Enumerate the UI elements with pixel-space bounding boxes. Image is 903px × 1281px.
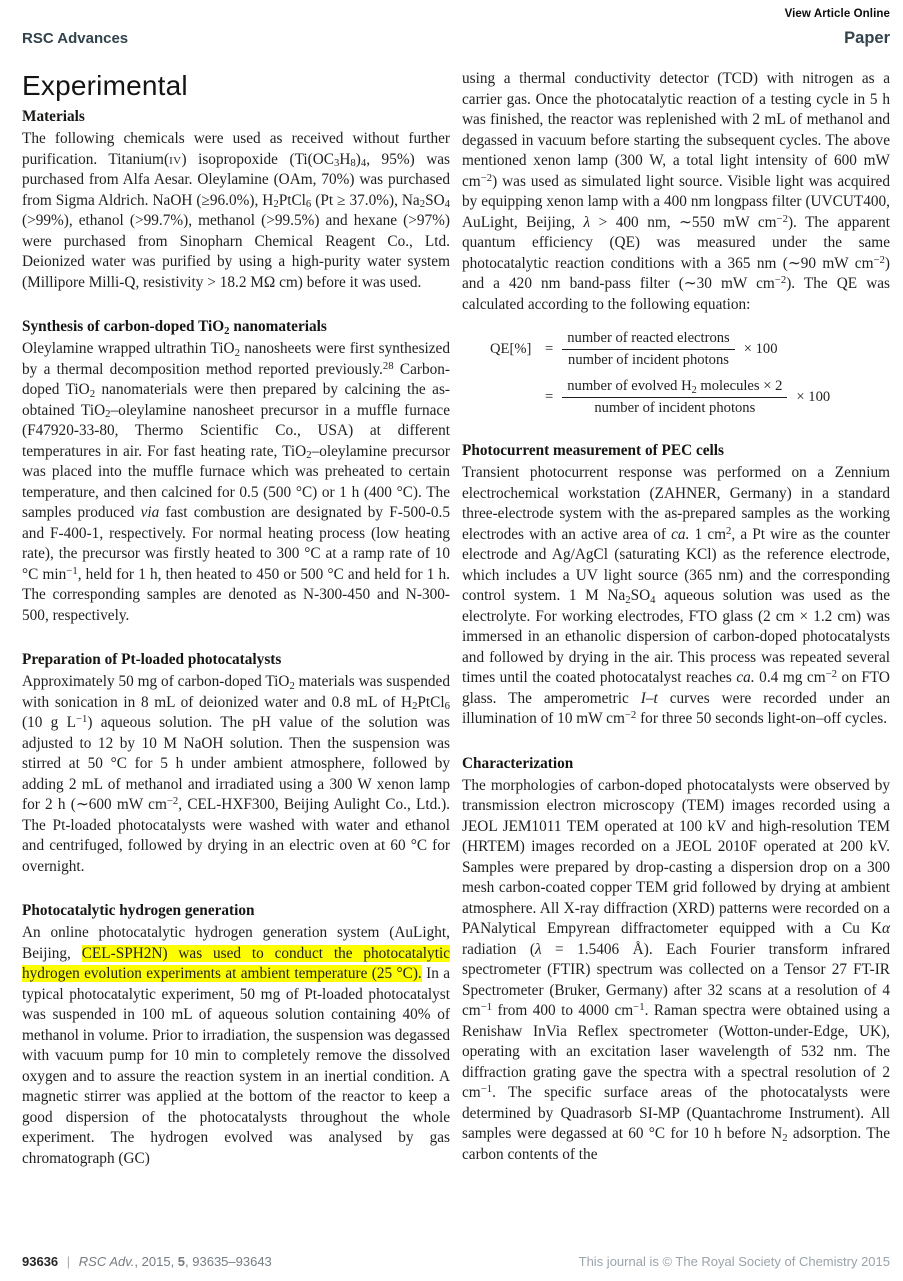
equals-sign: = bbox=[545, 341, 554, 357]
section-paragraph-characterization: The morphologies of carbon-doped photocatalysts were observed by transmission electron microscopy (TEM) images recorded using a JEOL JEM1011 TEM operated at 100 kV and high-resolution TEM (HRTEM) images recorded on a JEOL 2010F operated at 200 kV. Samples were prepared by drop-casting a dispersion drop on a 300 mesh carbon-coated copper TEM grid followed by drying at ambient atmosphere. All X-ray diffraction (XRD) patterns were recorded on a PANalytical Empyrean diffractometer equipped with a Cu Kα radiation (λ = 1.5406 Å). Each Fourier transform infrared spectrometer (FTIR) spectrum was collected on a Tensor 27 FT-IR Spectrometer (Bruker, Germany) after 32 scans at a resolution of 4 $cm^{-1}$ from 400 to 4000 $cm^{-1}$. Raman spectra were obtained using a Renishaw InVia Reflex spectrometer (Wotton-under-Edge, UK), operating with an excitation laser wavelength of 532 nm. The diffraction grating gave the spectra with a spectral resolution of 2 $cm^{-1}$. The specific surface areas of the photocatalysts were determined by Quadrasorb SI-MP (Quantachrome Instrument). All samples were degassed at 60 °C for 10 h before $N_2$ adsorption. The carbon contents of the bbox=[462, 776, 891, 1163]
view-article-online-link[interactable]: View Article Online bbox=[784, 8, 890, 20]
section-paragraph-photocurrent: Transient photocurrent response was performed on a Zennium electrochemical workstation (ZAHNER, Germany) in a standard three-electrode system with the as-prepared samples as the working electrodes with an active area of ca. 1 $cm^2$, a Pt wire as the counter electrode and Ag/AgCl (saturating KCl) as the reference electrode, which includes a UV light source (365 nm) and the corresponding control system. 1 M $Na_2SO_4$ aqueous solution was used as the electrolyte. For working electrodes, FTO glass (2 cm × 1.2 cm) was immersed in an ethanolic dispersion of carbon-doped photocatalysts and followed by drying in the air. This process was repeated several times until the coated photocatalyst reaches ca. 0.4 mg $cm^{-2}$ on FTO glass. The amperometric I–t curves were recorded under an illumination of 10 mW $cm^{-2}$ for three 50 seconds light-on–off cycles. bbox=[462, 464, 890, 727]
footer-separator: | bbox=[66, 1254, 71, 1269]
equals-sign: = bbox=[545, 389, 554, 405]
section-heading-photocurrent: Photocurrent measurement of PEC cells bbox=[462, 442, 724, 459]
footer-left bbox=[22, 1254, 272, 1269]
view-article-online-row bbox=[22, 8, 890, 20]
section-heading-materials: Materials bbox=[22, 108, 85, 125]
paragraph-continued: using a thermal conductivity detector (TCD) with nitrogen as a carrier gas. Once the photocatalytic reaction of a testing cycle in 5 h was finished, the reactor was replenished with 2 mL of methanol and degassed in vacuum before starting the subsequent cycles. The above mentioned xenon lamp (300 W, a total light intensity of 600 mW $cm^{-2}$) was used as simulated light source. Visible light was acquired by equipping xenon lamp with a 400 nm longpass filter (UVCUT400, AuLight, Beijing, λ > 400 nm, ∼550 mW $cm^{-2}$). The apparent quantum efficiency (QE) was measured under the same photocatalytic reaction conditions with a 365 nm (∼90 mW $cm^{-2}$) and a 420 nm band-pass filter (∼30 mW $cm^{-2}$). The QE was calculated according to the following equation: bbox=[462, 70, 891, 313]
right-column bbox=[462, 69, 890, 1169]
section-paragraph-preparation: Approximately 50 mg of carbon-doped TiO$_2$ materials was suspended with sonication in 8 mL of deionized water and 0.8 mL of $H_2PtCl_6$ (10 g $L^{-1}$) aqueous solution. The pH value of the solution was adjusted to 12 by 10 M NaOH solution. Then the suspension was stirred at 50 °C for 5 h under ambient atmosphere, followed by adding 2 mL of methanol and irradiated using a 300 W xenon lamp for 2 h (∼600 mW $cm^{-2}$, CEL-HXF300, Beijing Aulight Co., Ltd.). The Pt-loaded photocatalysts were washed with water and ethanol and centrifuged, followed by drying in an electric oven at 60 °C for overnight. bbox=[22, 673, 450, 875]
left-column bbox=[22, 69, 450, 1169]
page-footer bbox=[22, 1254, 890, 1269]
fraction bbox=[562, 330, 734, 369]
equation-row-2 bbox=[490, 378, 890, 417]
masthead bbox=[22, 29, 890, 48]
section-paragraph-materials: The following chemicals were used as received without further purification. Titanium(iv) isopropoxide ($Ti(OC_3H_8)_4$, 95%) was purchased from Alfa Aesar. Oleylamine (OAm, 70%) was purchased from Sigma Aldrich. NaOH (≥96.0%), $H_2PtCl_6$ (Pt ≥ 37.0%), $Na_2SO_4$ (>99%), ethanol (>99.7%), methanol (>99.5%) and hexane (>97%) were purchased from Sinopharn Chemical Reagent Co., Ltd. Deionized water was purified by using a high-purity water system (Millipore Milli-Q, resistivity > 18.2 MΩ cm) before it was used. bbox=[22, 130, 450, 291]
article-type-label: Paper bbox=[844, 29, 890, 47]
section-heading-characterization: Characterization bbox=[462, 754, 574, 772]
section-heading-synthesis: Synthesis of carbon-doped TiO$_2$ nanomaterials bbox=[22, 318, 327, 337]
section-heading-preparation: Preparation of Pt-loaded photocatalysts bbox=[22, 651, 282, 668]
equation-lhs: QE[%] bbox=[490, 341, 532, 357]
fraction-numerator: number of evolved $H_2$ molecules × 2 bbox=[562, 378, 787, 398]
qe-equation bbox=[490, 330, 890, 417]
page-title: Experimental bbox=[22, 70, 188, 101]
page-number: 93636 bbox=[22, 1254, 59, 1269]
fraction-denominator: number of incident photons bbox=[568, 352, 729, 368]
fraction bbox=[562, 378, 787, 417]
fraction-numerator: number of reacted electrons bbox=[562, 330, 734, 350]
two-column-layout bbox=[22, 69, 890, 1169]
section-heading-hydrogen-generation: Photocatalytic hydrogen generation bbox=[22, 902, 255, 919]
fraction-denominator: number of incident photons bbox=[594, 400, 756, 416]
equation-multiplier: × 100 bbox=[796, 389, 831, 405]
journal-name: RSC Advances bbox=[22, 30, 129, 47]
section-paragraph-synthesis: Oleylamine wrapped ultrathin TiO$_2$ nanosheets were first synthesized by a thermal decomposition method reported previously.$^{28}$ Carbon-doped TiO$_2$ nanomaterials were then prepared by calcining the as-obtained TiO$_2$–oleylamine nanosheet precursor in a muffle furnace (F47920-33-80, Thermo Scientific Co., USA) at different temperatures in air. For fast heating rate, TiO$_2$–oleylamine precursor was placed into the muffle furnace which was preheated to certain temperature, and then calcined for 0.5 (500 °C) or 1 h (400 °C). The samples produced via fast combustion are designated by F-500-0.5 and F-400-1, respectively. For normal heating process (low heating rate), the precursor was firstly heated to 300 °C at a ramp rate of 10 °C $\min^{-1}$, held for 1 h, then heated to 450 or 500 °C and held for 1 h. The corresponding samples are denoted as N-300-450 and N-300-500, respectively. bbox=[22, 340, 451, 624]
footer-copyright: This journal is © The Royal Society of Chemistry 2015 bbox=[578, 1254, 890, 1269]
equation-row-1 bbox=[490, 330, 890, 369]
equation-multiplier: × 100 bbox=[743, 341, 778, 357]
journal-citation: RSC Adv., 2015, 5, 93635–93643 bbox=[78, 1254, 272, 1269]
section-paragraph-hydrogen-generation: An online photocatalytic hydrogen generation system (AuLight, Beijing, CEL-SPH2N) was used to conduct the photocatalytic hydrogen evolution experiments at ambient temperature (25 °C). In a typical photocatalytic experiment, 50 mg of Pt-loaded photocatalyst was suspended in 100 mL of aqueous solution containing 40% of methanol in volume. Prior to irradiation, the suspension was degassed with vacuum pump for 10 min to completely remove the dissolved oxygen and to assure the reaction system in an inertial condition. A magnetic stirrer was applied at the bottom of the reactor to keep a good dispersion of the photocatalysts throughout the whole experiment. The hydrogen evolved was analysed by gas chromatograph (GC) bbox=[22, 924, 450, 1167]
